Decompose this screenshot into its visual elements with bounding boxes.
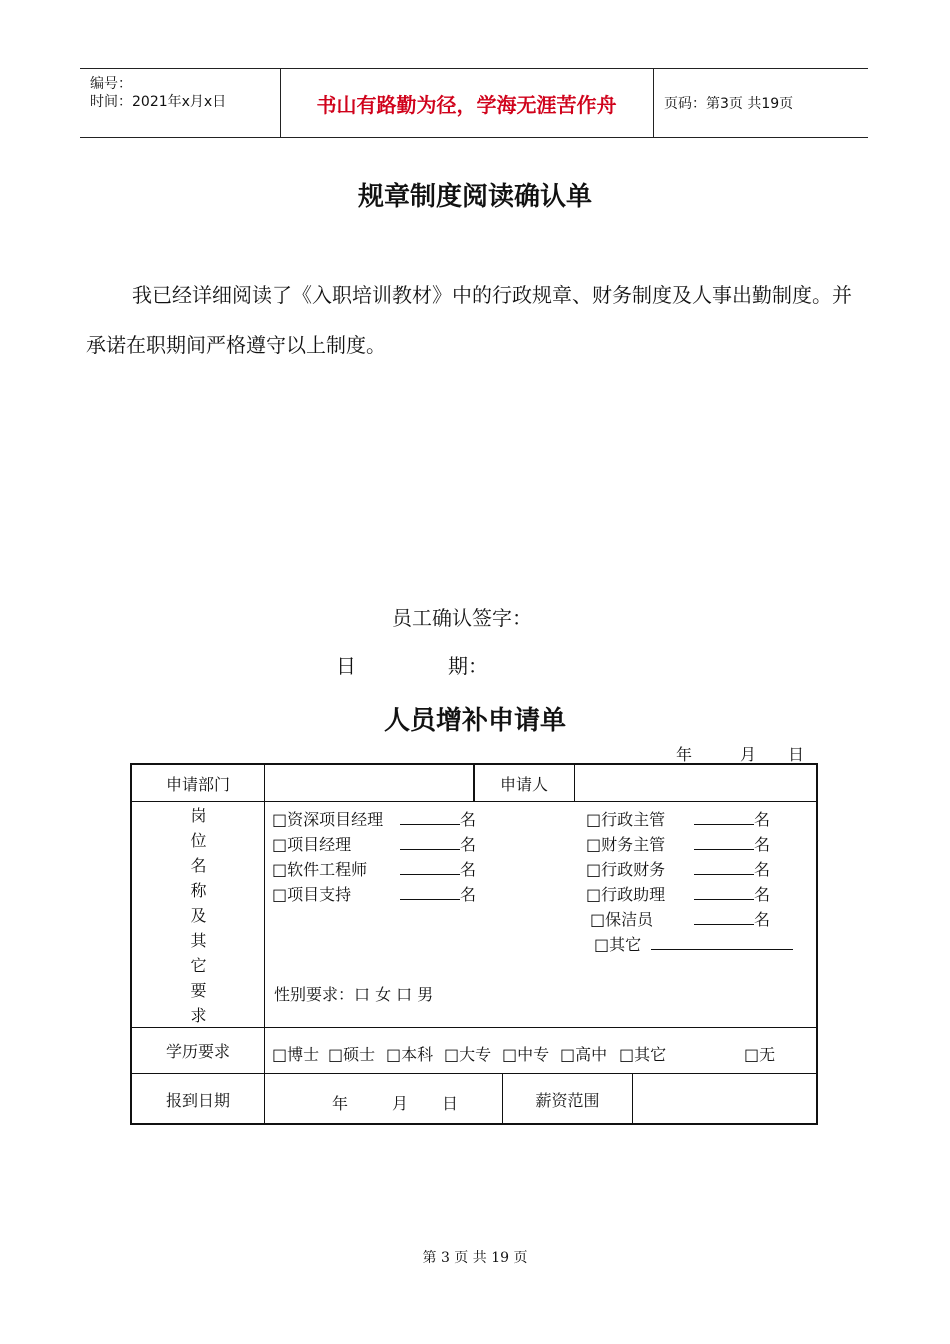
position-count[interactable] — [392, 807, 476, 830]
position-count[interactable] — [694, 807, 770, 830]
position-count[interactable] — [392, 882, 476, 905]
dept-field[interactable] — [265, 765, 473, 801]
position-count[interactable] — [392, 857, 476, 880]
form-date-row — [676, 742, 804, 765]
edu-option-label: □硕士 — [328, 1045, 376, 1064]
edu-option-label: □无 — [744, 1045, 776, 1064]
position-label — [132, 803, 265, 1028]
page-header — [80, 68, 868, 138]
position-option[interactable] — [272, 832, 351, 855]
position-option[interactable] — [272, 857, 367, 880]
position-option-label: □项目经理 — [272, 835, 352, 854]
date-month: 月 — [740, 745, 757, 764]
edu-option-label: □博士 — [272, 1045, 320, 1064]
position-label-char: 及 — [190, 906, 207, 925]
position-option-label: □行政助理 — [586, 885, 666, 904]
position-option[interactable] — [586, 832, 665, 855]
position-count[interactable] — [694, 882, 770, 905]
count-unit: 名 — [460, 885, 477, 904]
edu-option-label: □其它 — [619, 1045, 667, 1064]
date-label-right: 期： — [448, 654, 488, 678]
edu-option[interactable] — [272, 1042, 319, 1065]
row-divider — [132, 801, 816, 802]
count-unit: 名 — [754, 860, 771, 879]
position-option[interactable] — [586, 807, 665, 830]
edu-option[interactable] — [502, 1042, 549, 1065]
header-page-info: 页码：第3页 共19页 — [664, 96, 794, 112]
date-year: 年 — [676, 745, 693, 764]
staffing-request-form — [130, 763, 818, 1125]
report-year[interactable]: 年 — [332, 1094, 349, 1113]
edu-option-label: □高中 — [560, 1045, 608, 1064]
count-unit: 名 — [460, 835, 477, 854]
dept-label: 申请部门 — [165, 774, 230, 794]
date-day: 日 — [788, 745, 805, 764]
staffing-request-title: 人员增补申请单 — [383, 706, 566, 736]
edu-label: 学历要求 — [165, 1042, 230, 1061]
position-label-char: 称 — [190, 881, 207, 900]
position-option-label: □财务主管 — [586, 835, 666, 854]
edu-option[interactable] — [444, 1042, 491, 1065]
count-unit: 名 — [754, 810, 771, 829]
position-label-char: 求 — [190, 1006, 207, 1025]
position-count[interactable] — [694, 907, 770, 930]
position-label-char: 名 — [190, 856, 207, 875]
salary-field[interactable] — [633, 1074, 816, 1124]
position-count[interactable] — [392, 832, 476, 855]
confirmation-title: 规章制度阅读确认单 — [357, 182, 592, 212]
applicant-field[interactable] — [575, 765, 816, 801]
count-unit: 名 — [460, 860, 477, 879]
position-count[interactable] — [694, 857, 770, 880]
edu-option[interactable] — [619, 1042, 666, 1065]
position-count[interactable] — [694, 832, 770, 855]
position-option[interactable] — [272, 882, 351, 905]
position-option-label: □软件工程师 — [272, 860, 368, 879]
position-label-char: 它 — [190, 956, 207, 975]
position-label-char: 其 — [190, 931, 207, 950]
applicant-label: 申请人 — [499, 774, 548, 794]
confirmation-paragraph: 我已经详细阅读了《入职培训教材》中的行政规章、财务制度及人事出勤制度。并承诺在职期间严格遵守以上制度。 — [86, 283, 852, 357]
report-date-label: 报到日期 — [165, 1090, 230, 1110]
edu-option-label: □大专 — [444, 1045, 492, 1064]
header-motto: 书山有路勤为径，学海无涯苦作舟 — [280, 69, 654, 137]
edu-option[interactable] — [386, 1042, 433, 1065]
position-option[interactable] — [272, 807, 383, 830]
edu-option-label: □中专 — [502, 1045, 550, 1064]
report-month[interactable]: 月 — [392, 1094, 409, 1113]
edu-option[interactable] — [328, 1042, 375, 1065]
count-unit: 名 — [754, 885, 771, 904]
gender-requirement[interactable]: 性别要求：口 女 口 男 — [274, 985, 434, 1004]
other-position[interactable] — [594, 932, 793, 955]
report-day[interactable]: 日 — [442, 1094, 459, 1113]
header-meta — [80, 69, 281, 137]
count-unit: 名 — [754, 910, 771, 929]
page-footer: 第 3 页 共 19 页 — [422, 1250, 528, 1266]
time-label: 时间：2021年x月x日 — [90, 94, 227, 110]
position-label-char: 要 — [190, 981, 207, 1000]
count-unit: 名 — [460, 810, 477, 829]
edu-option[interactable] — [560, 1042, 607, 1065]
salary-label: 薪资范围 — [535, 1090, 600, 1110]
position-option-label: □保洁员 — [590, 910, 654, 929]
other-position-label: □其它 — [594, 935, 642, 954]
position-option[interactable] — [586, 857, 665, 880]
edu-option-none[interactable] — [744, 1042, 775, 1065]
date-label-left: 日 — [336, 654, 356, 678]
count-unit: 名 — [754, 835, 771, 854]
position-option[interactable] — [590, 907, 653, 930]
position-option-label: □项目支持 — [272, 885, 352, 904]
date-label — [336, 650, 488, 679]
position-option[interactable] — [586, 882, 665, 905]
position-option-label: □资深项目经理 — [272, 810, 384, 829]
number-label: 编号： — [90, 76, 132, 92]
position-option-label: □行政主管 — [586, 810, 666, 829]
position-label-char: 位 — [190, 831, 207, 850]
edu-option-label: □本科 — [386, 1045, 434, 1064]
signature-label: 员工确认签字： — [392, 606, 532, 630]
position-option-label: □行政财务 — [586, 860, 666, 879]
position-label-char: 岗 — [190, 806, 207, 825]
